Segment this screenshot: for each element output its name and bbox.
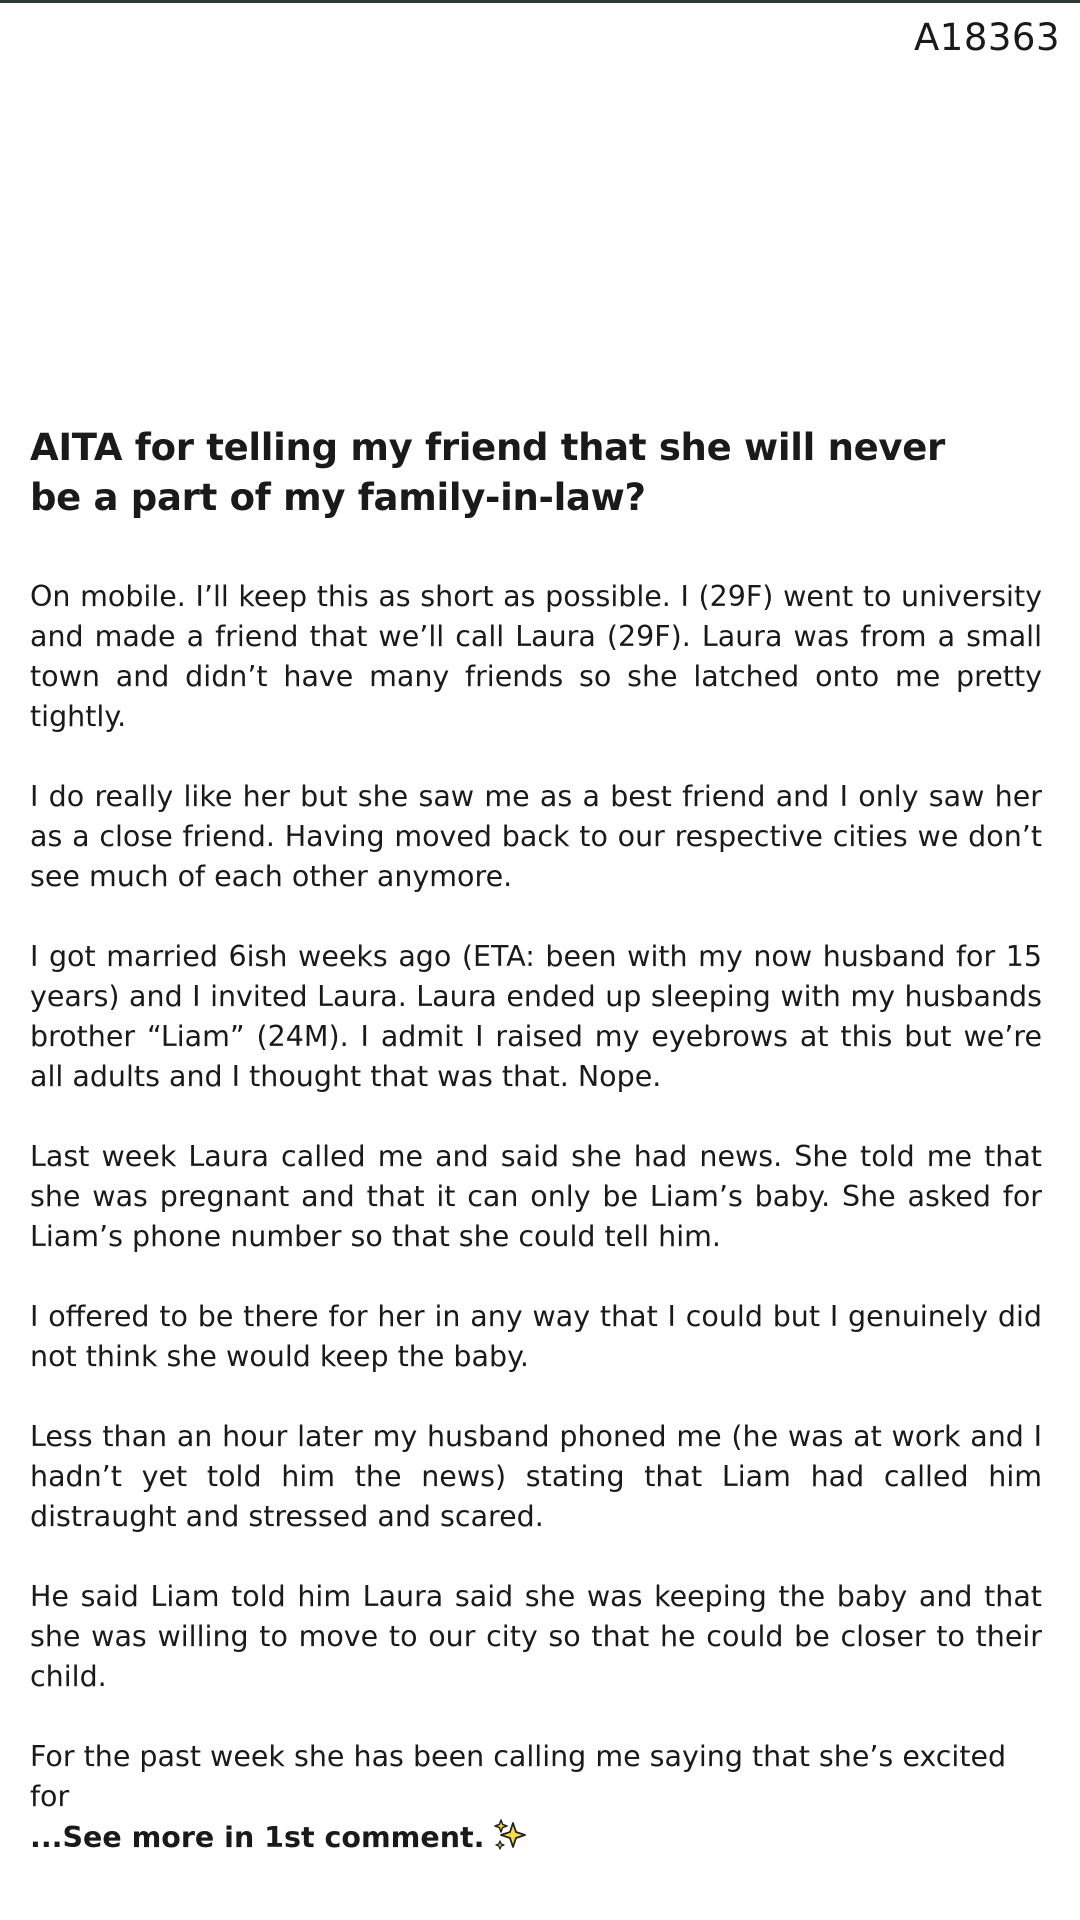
post-paragraph: I offered to be there for her in any way that I could but I genuinely did not think she would keep the baby.: [30, 1300, 1042, 1373]
post-paragraph: I got married 6ish weeks ago (ETA: been with my now husband for 15 years) and I invited Laura. Laura ended up sleeping with my husbands brother “Liam” (24M). I admit I raised my eyebrows at this but we’re all adults and I thought that was that. Nope.: [30, 940, 1042, 1093]
post-title: [30, 423, 1040, 523]
see-more-link[interactable]: [30, 1821, 528, 1854]
top-border: [0, 0, 1080, 3]
post-body: [30, 577, 1042, 1858]
sparkles-icon: [492, 1817, 528, 1853]
post-paragraph: Less than an hour later my husband phoned me (he was at work and I hadn’t yet told him the news) stating that Liam had called him distraught and stressed and scared.: [30, 1420, 1042, 1533]
post-paragraph: I do really like her but she saw me as a best friend and I only saw her as a close friend. Having moved back to our respective cities we don’t see much of each other anymore.: [30, 780, 1042, 893]
post-title-line-1: AITA for telling my friend that she will never: [30, 426, 945, 469]
post-final-paragraph: [30, 1737, 1042, 1858]
post-final-line: For the past week she has been calling me saying that she’s excited for: [30, 1740, 1007, 1813]
see-more-label: ...See more in 1st comment.: [30, 1821, 485, 1854]
post-paragraph: On mobile. I’ll keep this as short as possible. I (29F) went to university and made a friend that we’ll call Laura (29F). Laura was from a small town and didn’t have many friends so she latched onto me pretty tightly.: [30, 580, 1042, 733]
post-paragraph: He said Liam told him Laura said she was keeping the baby and that she was willing to move to our city so that he could be closer to their child.: [30, 1580, 1042, 1693]
post-title-line-2: be a part of my family-in-law?: [30, 476, 646, 519]
post-paragraph: Last week Laura called me and said she had news. She told me that she was pregnant and that it can only be Liam’s baby. She asked for Liam’s phone number so that she could tell him.: [30, 1140, 1042, 1253]
post-id: A18363: [913, 16, 1060, 59]
